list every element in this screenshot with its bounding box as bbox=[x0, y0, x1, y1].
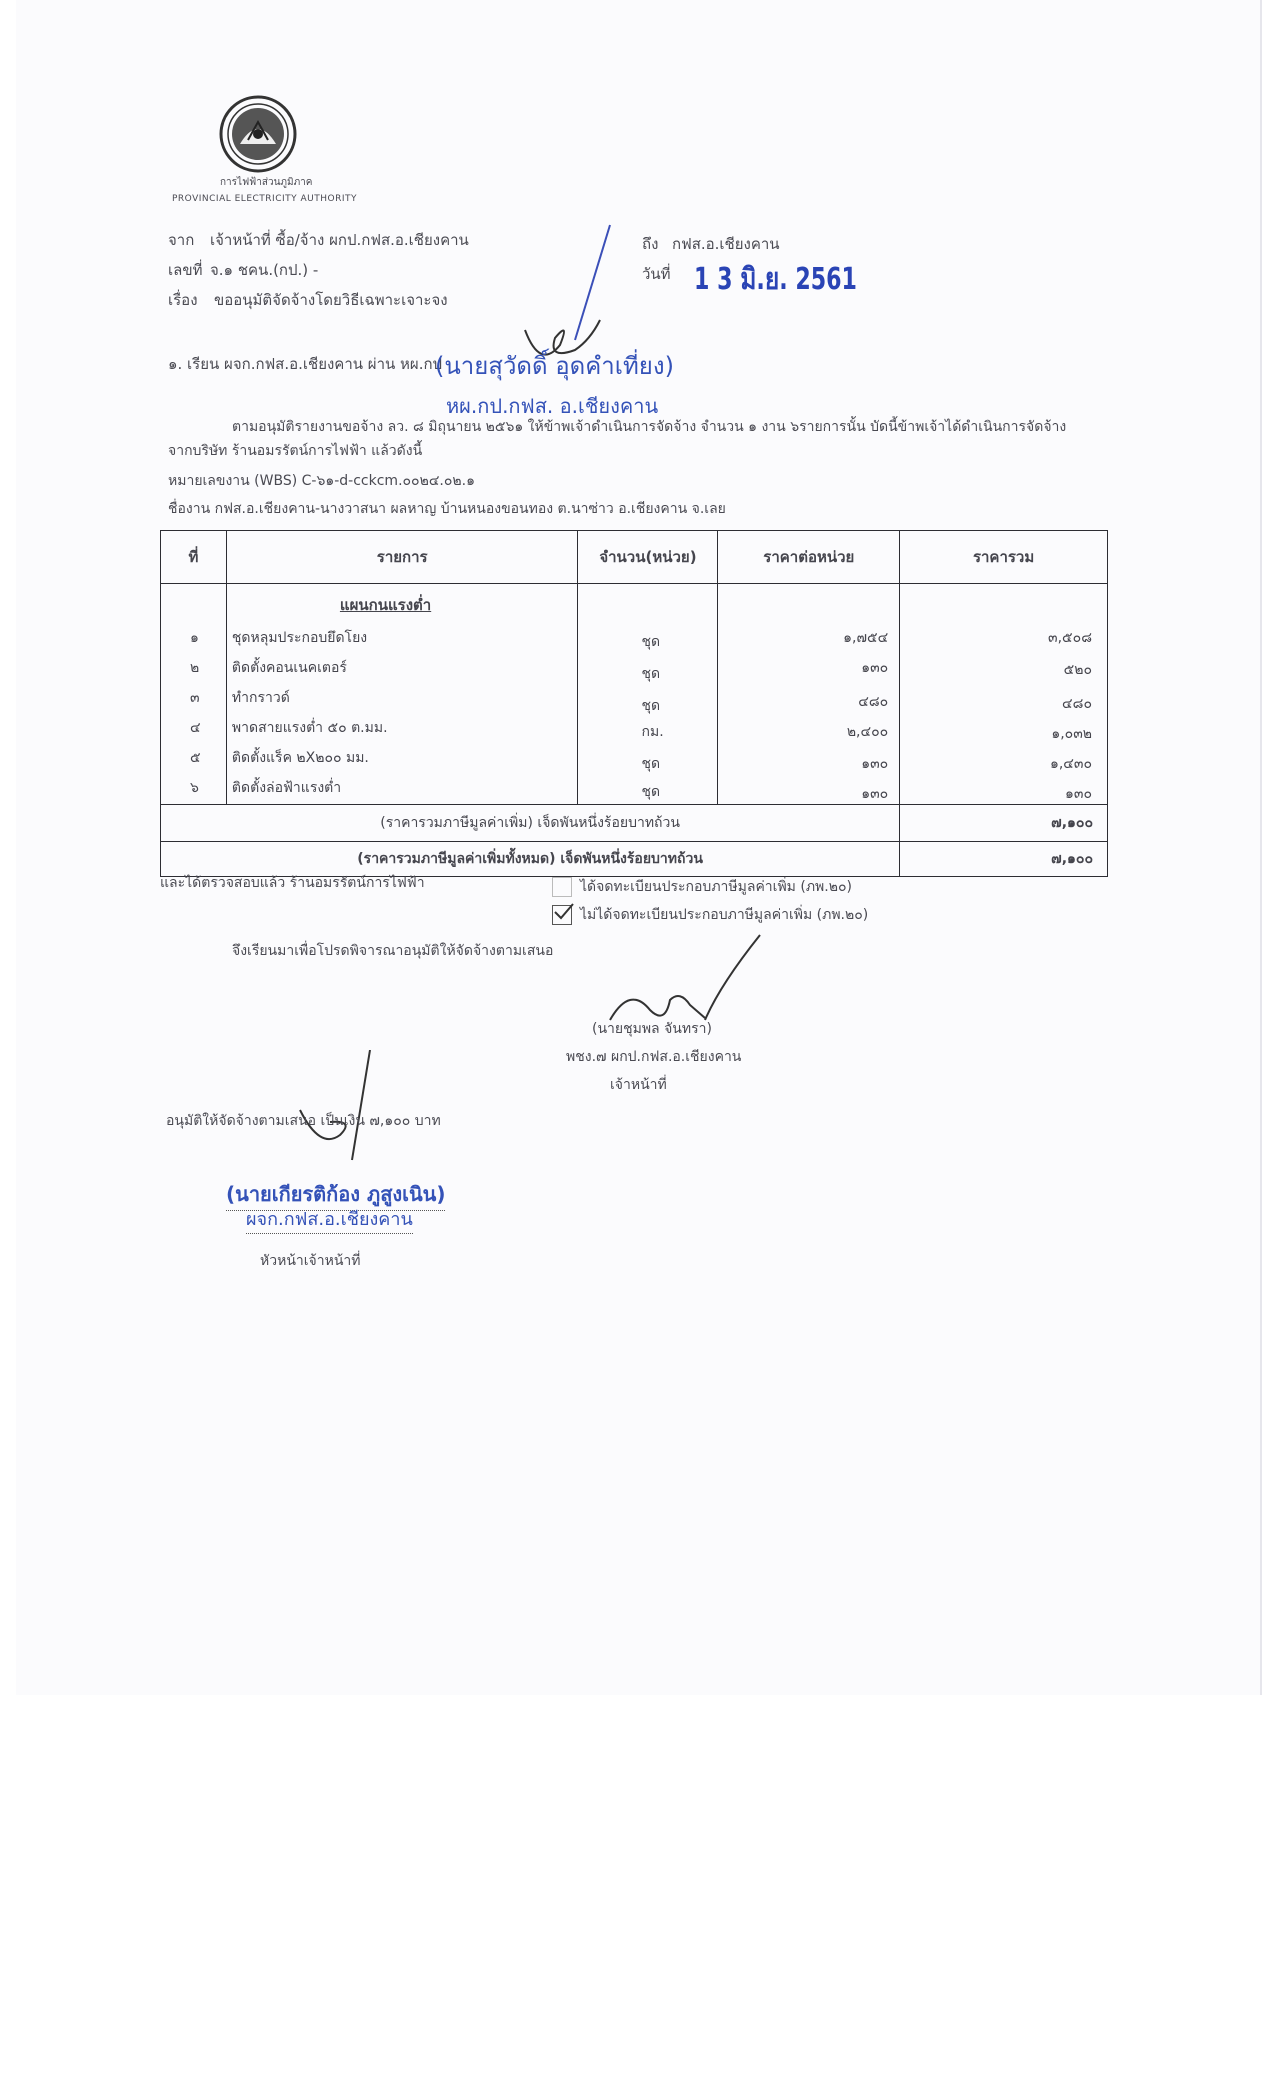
job-name-line: ชื่องาน กฟส.อ.เชียงคาน-นางวาสนา ผลหาญ บ้านหนองขอนทอง ต.นาซ่าว อ.เชียงคาน จ.เลย bbox=[168, 501, 726, 517]
salutation-line: ๑. เรียน ผจก.กฟส.อ.เชียงคาน ผ่าน หผ.กป bbox=[168, 355, 443, 373]
number-value: จ.๑ ชคน.(กป.) - bbox=[210, 261, 319, 279]
row-total: ๔๘๐ bbox=[1062, 696, 1092, 712]
handwritten-name-1: (นายสุวัดดิ์ อุดคำเที่ยง) bbox=[435, 352, 674, 380]
row-unit-price: ๑๓๐ bbox=[861, 660, 889, 676]
row-total: ๑๓๐ bbox=[1064, 786, 1092, 802]
row-item: ติดตั้งล่อฟ้าแรงต่ำ bbox=[231, 780, 342, 796]
date-stamp: 1 3 มิ.ย. 2561 bbox=[694, 262, 857, 297]
pea-emblem-logo-icon bbox=[218, 94, 298, 174]
row-no: ๖ bbox=[190, 780, 199, 796]
subtotal-label: (ราคารวมภาษีมูลค่าเพิ่ม) เจ็ดพันหนึ่งร้อยบาทถ้วน bbox=[161, 805, 900, 842]
row-no: ๑ bbox=[190, 630, 199, 646]
vat-option-not-registered-label: ไม่ได้จดทะเบียนประกอบภาษีมูลค่าเพิ่ม (ภพ.๒๐) bbox=[580, 907, 869, 923]
wbs-line: หมายเลขงาน (WBS) C-๖๑-d-cckcm.๐๐๒๔.๐๒.๑ bbox=[168, 473, 475, 489]
officer-name: (นายชุมพล จันทรา) bbox=[592, 1021, 712, 1037]
approver-position-stamp: ผจก.กฟส.อ.เชียงคาน bbox=[246, 1204, 413, 1234]
col-header-no: ที่ bbox=[161, 531, 227, 584]
total-column bbox=[900, 584, 1108, 805]
col-header-unit-price: ราคาต่อหน่วย bbox=[718, 531, 900, 584]
table-body-row bbox=[161, 584, 1108, 805]
row-unit-price: ๑๓๐ bbox=[861, 786, 889, 802]
row-item: พาดสายแรงต่ำ ๕๐ ต.มม. bbox=[231, 720, 388, 736]
unit-column bbox=[578, 584, 718, 805]
col-header-unit: จำนวน(หน่วย) bbox=[578, 531, 718, 584]
unit-price-column bbox=[718, 584, 900, 805]
checkbox-registered bbox=[552, 877, 572, 897]
from-label: จาก bbox=[168, 231, 195, 249]
subtotal-value: ๗,๑๐๐ bbox=[900, 805, 1108, 842]
paragraph-line-1: ตามอนุมัติรายงานขอจ้าง ลว. ๘ มิถุนายน ๒๕๖๑ ให้ข้าพเจ้าดำเนินการจัดจ้าง จำนวน ๑ งาน ๖รายการนั้น บัดนี้ข้าพเจ้าได้ดำเนินการจัดจ้าง bbox=[232, 419, 1067, 435]
vat-option-not-registered bbox=[552, 904, 868, 926]
row-unit: ชุด bbox=[641, 666, 661, 682]
handwritten-signature-officer bbox=[590, 930, 780, 1030]
paragraph-line-2: จากบริษัท ร้านอมรรัตน์การไฟฟ้า แล้วดังนี้ bbox=[168, 443, 423, 459]
row-item: ติดตั้งแร็ค ๒X๒๐๐ มม. bbox=[231, 750, 369, 766]
items-table bbox=[160, 530, 1108, 877]
row-unit: ชุด bbox=[641, 698, 661, 714]
grand-total-label: (ราคารวมภาษีมูลค่าเพิ่มทั้งหมด) เจ็ดพันหนึ่งร้อยบาทถ้วน bbox=[161, 842, 900, 877]
row-no: ๓ bbox=[190, 690, 200, 706]
table-header-row bbox=[161, 531, 1108, 584]
row-total: ๕๒๐ bbox=[1063, 662, 1092, 678]
row-unit-price: ๑๓๐ bbox=[861, 756, 889, 772]
col-header-item: รายการ bbox=[226, 531, 578, 584]
org-name-thai: การไฟฟ้าส่วนภูมิภาค bbox=[220, 177, 313, 188]
approver-title: หัวหน้าเจ้าหน้าที่ bbox=[260, 1253, 361, 1269]
to-value: กฟส.อ.เชียงคาน bbox=[672, 235, 780, 253]
approver-name-stamp: (นายเกียรติก้อง ภูสูงเนิน) bbox=[226, 1178, 445, 1211]
vat-option-registered bbox=[552, 876, 852, 898]
vendor-checked-line: และได้ตรวจสอบแล้ว ร้านอมรรัตน์การไฟฟ้า bbox=[160, 875, 425, 891]
row-no: ๕ bbox=[190, 750, 201, 766]
vat-option-registered-label: ได้จดทะเบียนประกอบภาษีมูลค่าเพิ่ม (ภพ.๒๐) bbox=[580, 879, 852, 895]
row-total: ๑,๐๓๒ bbox=[1051, 726, 1092, 742]
row-unit: ชุด bbox=[641, 756, 661, 772]
number-label: เลขที่ bbox=[168, 261, 203, 279]
row-unit-price: ๑,๗๕๔ bbox=[843, 630, 889, 646]
request-line: จึงเรียนมาเพื่อโปรดพิจารณาอนุมัติให้จัดจ้างตามเสนอ bbox=[232, 943, 554, 959]
officer-title-2: เจ้าหน้าที่ bbox=[610, 1077, 667, 1093]
row-item: ทำกราวด์ bbox=[231, 690, 290, 706]
handwritten-position-1: หผ.กป.กฟส. อ.เชียงคาน bbox=[446, 394, 659, 418]
to-label: ถึง bbox=[642, 235, 659, 253]
row-total: ๑,๔๓๐ bbox=[1049, 756, 1092, 772]
grand-total-value: ๗,๑๐๐ bbox=[900, 842, 1108, 877]
officer-title-1: พชง.๗ ผกป.กฟส.อ.เชียงคาน bbox=[566, 1049, 742, 1065]
no-column bbox=[161, 584, 227, 805]
section-title: แผนกนแรงต่ำ bbox=[339, 596, 432, 614]
row-item: ติดตั้งคอนเนคเตอร์ bbox=[231, 660, 347, 676]
checkbox-not-registered bbox=[552, 905, 572, 925]
approve-line: อนุมัติให้จัดจ้างตามเสนอ เป็นเงิน ๗,๑๐๐ บาท bbox=[166, 1113, 441, 1129]
row-unit-price: ๒,๔๐๐ bbox=[846, 724, 889, 740]
org-name-english: PROVINCIAL ELECTRICITY AUTHORITY bbox=[172, 194, 357, 204]
subject-label: เรื่อง bbox=[168, 291, 198, 309]
row-no: ๒ bbox=[190, 660, 200, 676]
subject-value: ขออนุมัติจัดจ้างโดยวิธีเฉพาะเจาะจง bbox=[214, 291, 448, 309]
row-no: ๔ bbox=[190, 720, 201, 736]
row-total: ๓,๕๐๘ bbox=[1048, 630, 1092, 646]
row-unit: ชุด bbox=[641, 634, 661, 650]
from-value: เจ้าหน้าที่ ซื้อ/จ้าง ผกป.กฟส.อ.เชียงคาน bbox=[210, 231, 469, 249]
row-unit-price: ๔๘๐ bbox=[858, 694, 889, 710]
row-unit: กม. bbox=[641, 724, 664, 740]
row-unit: ชุด bbox=[641, 784, 661, 800]
col-header-total: ราคารวม bbox=[900, 531, 1108, 584]
item-column bbox=[226, 584, 578, 805]
subtotal-row bbox=[161, 805, 1108, 842]
row-item: ชุดหลุมประกอบยึดโยง bbox=[231, 630, 368, 646]
date-label: วันที่ bbox=[642, 265, 671, 283]
